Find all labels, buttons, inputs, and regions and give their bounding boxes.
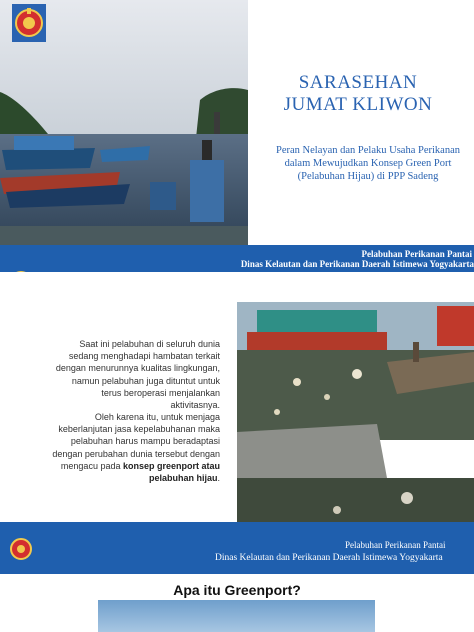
footer-band-2 — [0, 522, 474, 574]
subtitle-line: dalam Mewujudkan Konsep Green Port — [284, 158, 452, 169]
text-line: aktivitasnya. — [170, 400, 220, 411]
text-line: Saat ini pelabuhan di seluruh dunia — [79, 339, 220, 349]
text-segment: mengacu pada — [60, 460, 123, 471]
slide-subtitle — [263, 144, 473, 183]
text-line: Oleh karena itu, untuk menjaga — [94, 412, 220, 422]
greenport-heading: Apa itu Greenport? — [173, 582, 301, 598]
slide-title — [0, 0, 474, 245]
band2-header-line2: Dinas Kelautan dan Perikanan Daerah Istimewa Yogyakarta — [215, 553, 443, 563]
intro-paragraph-2 — [52, 411, 220, 484]
text-line: namun pelabuhan juga dituntut untuk — [71, 375, 220, 386]
polluted-harbor-photo — [237, 302, 474, 522]
sky-photo — [98, 600, 375, 632]
crest-logo — [12, 4, 46, 42]
text-line — [52, 472, 220, 484]
crest-icon — [12, 4, 46, 42]
green-harbor-emphasis: pelabuhan hijau — [148, 473, 218, 484]
text-line: dengan menurunnya kualitas lingkungan, — [55, 363, 220, 374]
text-line: terus beroperasi menjalankan — [101, 387, 220, 398]
subtitle-line: Peran Nelayan dan Pelaku Usaha Perikanan — [276, 145, 460, 156]
greenport-concept-emphasis: konsep greenport atau — [122, 460, 220, 471]
crest-logo — [9, 534, 33, 564]
band1-line2: Dinas Kelautan dan Perikanan Daerah Istimewa Yogyakarta — [240, 259, 474, 269]
text-line — [52, 460, 220, 472]
band2-header-line1: Pelabuhan Perikanan Pantai — [345, 540, 446, 550]
text-segment: . — [217, 473, 220, 484]
polluted-harbor-illustration — [237, 302, 474, 522]
slide-title-line1: SARASEHAN — [298, 72, 418, 93]
text-line: pelabuhan harus mampu beradaptasi — [70, 436, 220, 447]
text-line: sedang menghadapi hambatan terkait — [68, 351, 220, 362]
band1-line1: Pelabuhan Perikanan Pantai — [361, 249, 472, 259]
intro-paragraph-1 — [52, 338, 220, 411]
crest-icon — [9, 534, 33, 564]
text-line: dengan perubahan dunia tersebut dengan — [52, 448, 220, 459]
slide-title-line2: JUMAT KLIWON — [283, 94, 433, 115]
subtitle-line: (Pelabuhan Hijau) di PPP Sadeng — [297, 171, 439, 182]
text-line: keberlanjutan jasa kepelabuhanan maka — [58, 424, 220, 435]
